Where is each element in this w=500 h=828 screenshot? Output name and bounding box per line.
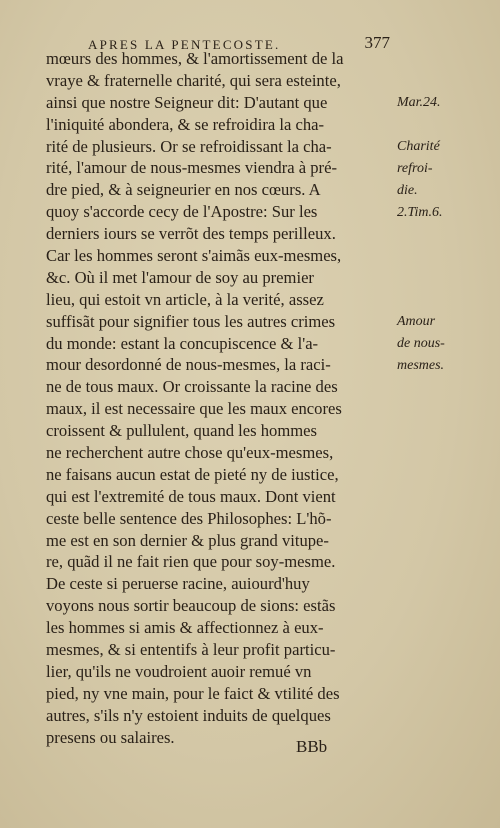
running-title: APRES LA PENTECOSTE. <box>88 37 281 52</box>
body-text <box>46 48 388 749</box>
text-line: ainsi que nostre Seigneur dit: D'autant que <box>46 92 328 112</box>
text-line: &c. Où il met l'amour de soy au premier <box>46 267 314 287</box>
text-line: dre pied, & à seigneurier en nos cœurs. A <box>46 180 321 200</box>
text-line: croissent & pullulent, quand les hommes <box>46 421 317 441</box>
text-line: l'iniquité abondera, & se refroidira la cha- <box>46 114 325 134</box>
text-line: suffisãt pour signifier tous les autres crimes <box>46 311 336 331</box>
marginal-note: die. <box>397 182 418 198</box>
marginal-note: mesmes. <box>397 357 445 373</box>
text-line: me est en son dernier & plus grand vitupe- <box>46 530 329 550</box>
text-line: du monde: estant la concupiscence & l'a- <box>46 333 319 353</box>
text-line: autres, s'ils n'y estoient induits de quelques <box>46 705 331 725</box>
marginal-note: de nous- <box>397 335 445 351</box>
text-line: les hommes si amis & affectionnez à eux- <box>46 618 324 638</box>
text-line: ceste belle sentence des Philosophes: L'hõ- <box>46 508 332 528</box>
text-line: vraye & fraternelle charité, qui sera esteinte, <box>46 70 341 90</box>
text-line: ne faisans aucun estat de pieté ny de iustice, <box>46 464 339 484</box>
text-line: Car les hommes seront s'aimãs eux-mesmes, <box>46 246 342 266</box>
text-line: presens ou salaires. <box>46 727 175 747</box>
text-line: ne recherchent autre chose qu'eux-mesmes, <box>46 443 334 463</box>
text-line: mesmes, & si ententifs à leur profit particu- <box>46 640 336 660</box>
text-line: rité de plusieurs. Or se refroidissant la cha- <box>46 136 332 156</box>
marginal-note: Mar.24. <box>397 95 441 110</box>
text-line: De ceste si peruerse racine, auiourd'huy <box>46 574 310 594</box>
page-number: 377 <box>364 33 390 52</box>
text-line: voyons nous sortir beaucoup de sions: estãs <box>46 596 336 616</box>
text-line: rité, l'amour de nous-mesmes viendra à pré- <box>46 158 337 178</box>
text-line: mœurs des hommes, & l'amortissement de la <box>46 49 344 68</box>
text-line: lier, qu'ils ne voudroient auoir remué vn <box>46 661 312 681</box>
text-line: maux, il est necessaire que les maux encores <box>46 399 342 419</box>
marginal-note: refroi- <box>397 160 433 176</box>
text-line: qui est l'extremité de tous maux. Dont vient <box>46 486 336 506</box>
text-line: lieu, qui estoit vn article, à la verité, assez <box>46 289 324 309</box>
text-line: mour desordonné de nous-mesmes, la raci- <box>46 355 331 375</box>
marginal-note: 2.Tim.6. <box>397 204 443 220</box>
text-line: ne de tous maux. Or croissante la racine des <box>46 377 338 397</box>
text-line: re, quãd il ne fait rien que pour soy-mesme. <box>46 552 336 572</box>
marginal-note: Amour <box>397 314 436 329</box>
catchword: BBb <box>296 737 328 756</box>
text-line: quoy s'accorde cecy de l'Apostre: Sur les <box>46 202 318 222</box>
marginal-note: Charité <box>397 138 440 154</box>
text-line: pied, ny vne main, pour le faict & vtilité des <box>46 683 340 703</box>
text-line: derniers iours se verrõt des temps perilleux. <box>46 224 336 244</box>
